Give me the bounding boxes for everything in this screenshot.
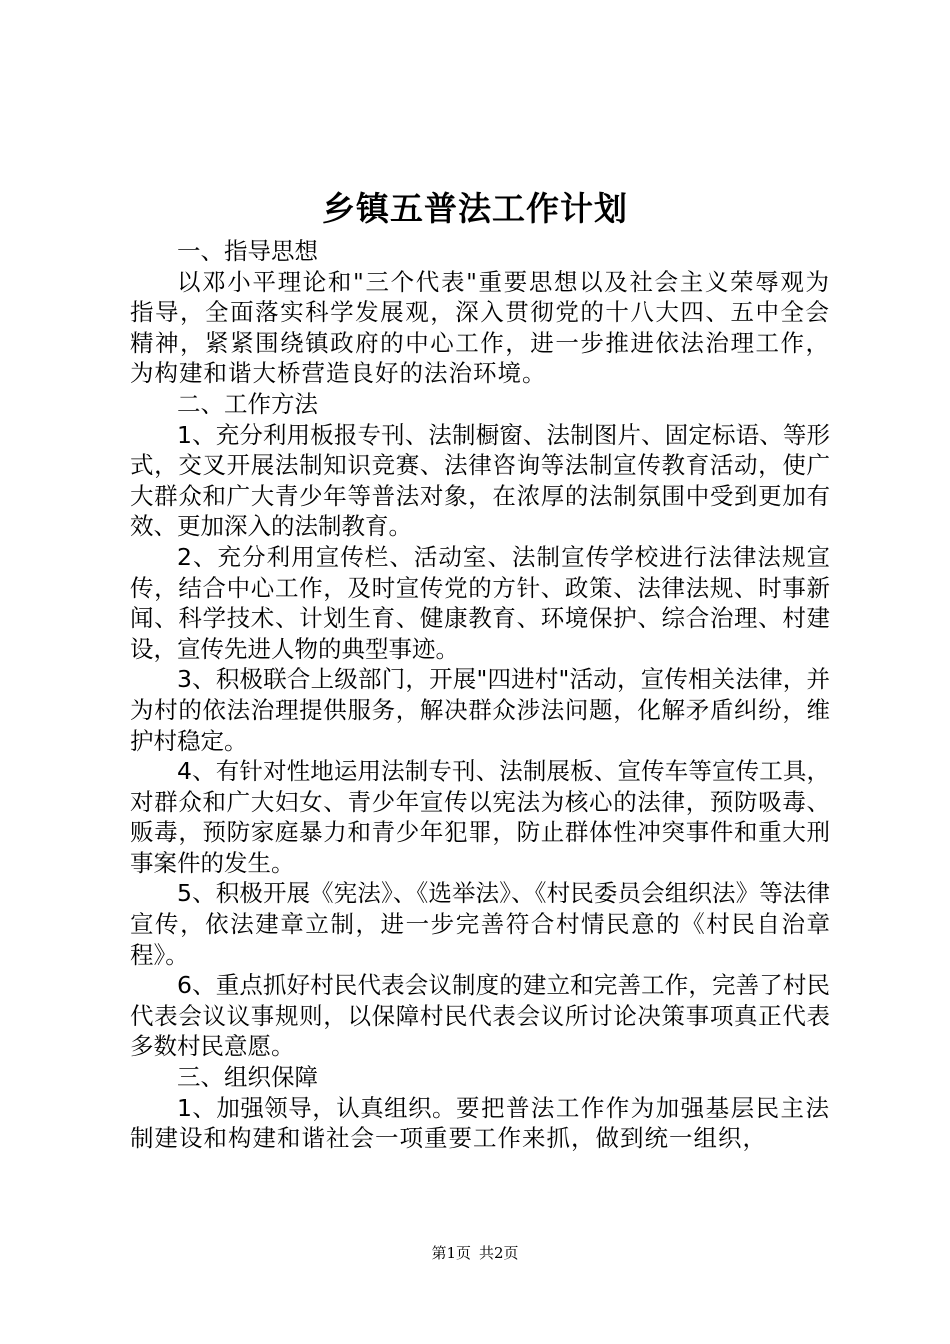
page-number-current: 第1页: [431, 1244, 471, 1262]
page-footer: [0, 1243, 950, 1263]
document-body: [130, 236, 830, 1154]
paragraph-method-2: 2、充分利用宣传栏、活动室、法制宣传学校进行法律法规宣传，结合中心工作，及时宣传党的方针、政策、法律法规、时事新闻、科学技术、计划生育、健康教育、环境保护、综合治理、村建设，宣传先进人物的典型事迹。: [130, 542, 830, 663]
document-title: 乡镇五普法工作计划: [322, 189, 628, 228]
section-heading-guiding-ideology: 一、指导思想: [177, 237, 318, 265]
paragraph-method-6: 6、重点抓好村民代表会议制度的建立和完善工作，完善了村民代表会议议事规则，以保障村民代表会议所讨论决策事项真正代表多数村民意愿。: [130, 971, 830, 1061]
paragraph-guiding-ideology: 以邓小平理论和"三个代表"重要思想以及社会主义荣辱观为指导，全面落实科学发展观，深入贯彻党的十八大四、五中全会精神，紧紧围绕镇政府的中心工作，进一步推进依法治理工作，为构建和谐大桥营造良好的法治环境。: [130, 267, 830, 388]
paragraph-guarantee-1: [130, 1093, 830, 1154]
paragraph-method-1: 1、充分利用板报专刊、法制橱窗、法制图片、固定标语、等形式，交叉开展法制知识竞赛、法律咨询等法制宣传教育活动，使广大群众和广大青少年等普法对象，在浓厚的法制氛围中受到更加有效、更加深入的法制教育。: [130, 420, 830, 541]
paragraph-guarantee-1-lead: 1、加强领导，认真组织。: [177, 1093, 457, 1122]
page-number-total: 共2页: [479, 1244, 519, 1262]
section-heading-organizational-guarantee: 三、组织保障: [177, 1063, 318, 1092]
paragraph-method-3: 3、积极联合上级部门，开展"四进村"活动，宣传相关法律，并为村的依法治理提供服务，解决群众涉法问题，化解矛盾纠纷，维护村稳定。: [130, 665, 830, 755]
section-heading-work-methods: 二、工作方法: [177, 389, 318, 418]
paragraph-method-4: 4、有针对性地运用法制专刊、法制展板、宣传车等宣传工具，对群众和广大妇女、青少年宣传以宪法为核心的法律，预防吸毒、贩毒，预防家庭暴力和青少年犯罪，防止群体性冲突事件和重大刑事案件的发生。: [130, 757, 830, 877]
paragraph-guarantee-1-rest: 要把普法工作作为加强基层民主法制建设和构建和谐社会一项重要工作来抓，做到统一组织，: [130, 1093, 831, 1153]
paragraph-method-5: 5、积极开展《宪法》、《选举法》、《村民委员会组织法》等法律宣传，依法建章立制，进一步完善符合村情民意的《村民自治章程》。: [130, 879, 830, 969]
